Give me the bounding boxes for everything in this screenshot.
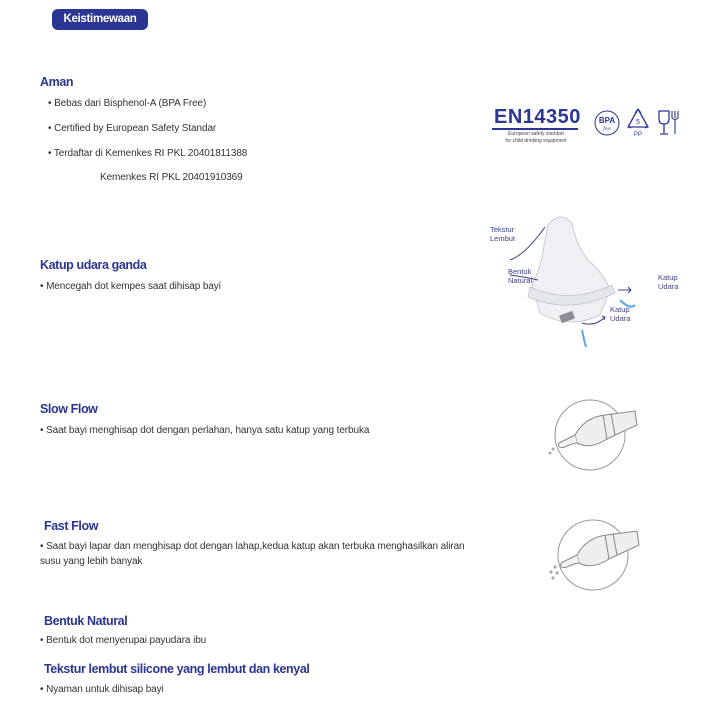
en14350-title: EN14350 (494, 106, 581, 128)
label-line: Udara (610, 314, 631, 323)
label-katup-udara-right (658, 273, 678, 291)
label-tekstur-lembut (490, 225, 515, 243)
aman-item: • Certified by European Safety Standar (48, 123, 217, 134)
label-line: Katup (658, 273, 678, 282)
keistimewaan-badge: Keistimewaan (52, 9, 148, 30)
recycle-pp-icon (625, 107, 651, 139)
slow-flow-item: • Saat bayi menghisap dot dengan perlahan, hanya satu katup yang terbuka (40, 425, 370, 436)
free-text: free (603, 127, 611, 132)
label-line: Lembut (490, 234, 516, 243)
bpa-text: BPA (598, 116, 616, 125)
en14350-subtitle-line: for child drinking equipment (505, 137, 567, 144)
label-line: Tekstur (490, 225, 515, 234)
food-safe-icon (656, 109, 680, 137)
section-title-tekstur: Tekstur lembut silicone yang lembut dan kenyal (44, 662, 310, 676)
aman-item: • Terdaftar di Kemenkes RI PKL 20401811388 (48, 148, 248, 159)
section-title-slow-flow: Slow Flow (40, 402, 98, 416)
section-title-aman: Aman (40, 75, 74, 89)
label-line: Udara (658, 282, 679, 291)
nipple-diagram (470, 205, 690, 355)
label-line: Katup (610, 305, 630, 314)
label-line: Natural (508, 276, 533, 285)
section-title-katup-udara-ganda: Katup udara ganda (40, 258, 147, 272)
label-bentuk-natural (508, 267, 532, 285)
fast-flow-item: susu yang lebih banyak (40, 556, 143, 567)
bpa-free-icon (594, 110, 620, 136)
section-title-bentuk-natural: Bentuk Natural (44, 614, 128, 628)
katup-item: • Mencegah dot kempes saat dihisap bayi (40, 281, 221, 292)
aman-item: • Bebas dari Bisphenol-A (BPA Free) (48, 98, 207, 109)
section-title-fast-flow: Fast Flow (44, 519, 99, 533)
fast-flow-illustration (545, 515, 640, 595)
aman-item: Kemenkes RI PKL 20401910369 (100, 172, 243, 183)
en14350-subtitle-line: European safety standart (508, 131, 564, 137)
recycle-number: 5 (636, 119, 640, 126)
en14350-subtitle (490, 131, 582, 144)
label-katup-udara-bottom (610, 305, 630, 323)
bentuk-natural-item: • Bentuk dot menyerupai payudara ibu (40, 635, 207, 646)
fast-flow-item: • Saat bayi lapar dan menghisap dot dengan lahap,kedua katup akan terbuka menghasilkan aliran (40, 541, 465, 552)
label-line: Bentuk (508, 267, 532, 276)
slow-flow-illustration (545, 395, 640, 475)
recycle-label: PP (633, 132, 643, 138)
en14350-underline (492, 128, 578, 130)
tekstur-item: • Nyaman untuk dihisap bayi (40, 684, 164, 695)
